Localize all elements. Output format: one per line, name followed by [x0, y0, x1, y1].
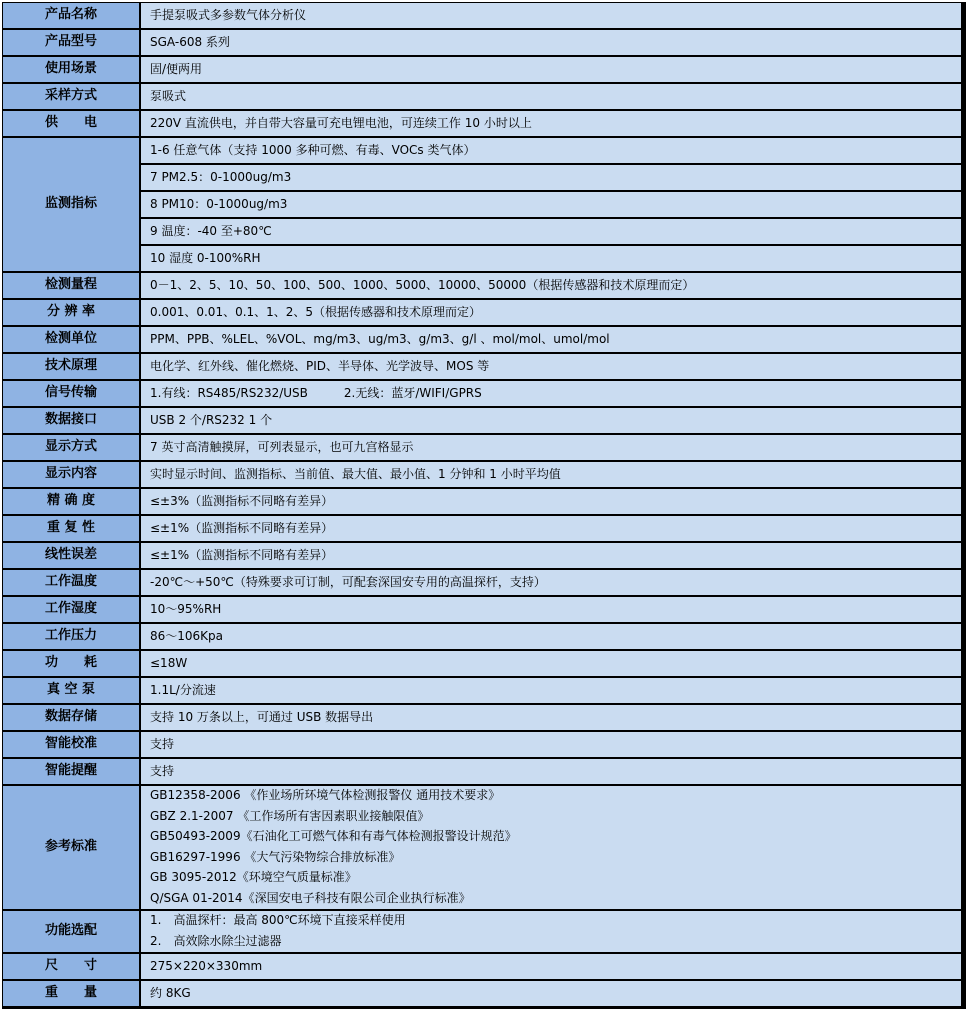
spec-row-label: 数据存储	[3, 705, 141, 730]
spec-row	[3, 651, 961, 678]
spec-row-label: 重 复 性	[3, 516, 141, 541]
spec-row-value	[141, 381, 961, 406]
spec-row-label: 功 耗	[3, 651, 141, 676]
spec-row-value	[141, 327, 961, 352]
spec-value-line: GB12358-2006 《作业场所环境气体检测报警仪 通用技术要求》	[150, 788, 501, 803]
spec-row-label: 供 电	[3, 111, 141, 136]
spec-value-line: 1-6 任意气体（支持 1000 多种可燃、有毒、VOCs 类气体）	[141, 138, 961, 165]
spec-row-label: 使用场景	[3, 57, 141, 82]
spec-row-label: 监测指标	[3, 138, 141, 271]
spec-row-label: 智能提醒	[3, 759, 141, 784]
spec-row	[3, 138, 961, 273]
spec-row-value	[141, 678, 961, 703]
spec-value-line: SGA-608 系列	[150, 34, 230, 49]
spec-row	[3, 732, 961, 759]
spec-row	[3, 543, 961, 570]
spec-row-value	[141, 597, 961, 622]
spec-value-line: 支持 10 万条以上，可通过 USB 数据导出	[150, 709, 374, 724]
spec-row-value	[141, 84, 961, 109]
spec-row	[3, 624, 961, 651]
spec-row	[3, 954, 961, 981]
spec-row-label: 显示内容	[3, 462, 141, 487]
spec-value-line: 275×220×330mm	[150, 958, 263, 973]
spec-row	[3, 705, 961, 732]
spec-value-line: -20℃～+50℃（特殊要求可订制，可配套深国安专用的高温探杆，支持）	[150, 574, 546, 589]
spec-row-label: 检测单位	[3, 327, 141, 352]
spec-row	[3, 435, 961, 462]
spec-row-value	[141, 732, 961, 757]
spec-row-label: 检测量程	[3, 273, 141, 298]
spec-row-label: 工作温度	[3, 570, 141, 595]
spec-value-line: GBZ 2.1-2007 《工作场所有害因素职业接触限值》	[150, 808, 430, 823]
spec-value-line: 8 PM10：0-1000ug/m3	[141, 192, 961, 219]
spec-row-label: 功能选配	[3, 911, 141, 952]
spec-row	[3, 111, 961, 138]
spec-row	[3, 516, 961, 543]
spec-row-value	[141, 435, 961, 460]
spec-row-value	[141, 624, 961, 649]
spec-value-line: 1.有线：RS485/RS232/USB 2.无线：蓝牙/WIFI/GPRS	[150, 385, 482, 400]
spec-row-label: 采样方式	[3, 84, 141, 109]
spec-value-line: ≤±3%（监测指标不同略有差异）	[150, 493, 334, 508]
spec-value-line: 支持	[150, 763, 175, 778]
spec-value-line: 7 PM2.5：0-1000ug/m3	[141, 165, 961, 192]
spec-row-value	[141, 570, 961, 595]
spec-value-line: 电化学、红外线、催化燃烧、PID、半导体、光学波导、MOS 等	[150, 358, 490, 373]
spec-row-value	[141, 705, 961, 730]
spec-row-value	[141, 516, 961, 541]
spec-row-label: 工作湿度	[3, 597, 141, 622]
spec-value-line: 1.1L/分流速	[150, 682, 216, 697]
spec-row-value	[141, 3, 961, 28]
spec-row-label: 产品名称	[3, 3, 141, 28]
spec-row-label: 分 辨 率	[3, 300, 141, 325]
spec-row-label: 工作压力	[3, 624, 141, 649]
spec-row	[3, 273, 961, 300]
spec-value-line: 0.001、0.01、0.1、1、2、5（根据传感器和技术原理而定）	[150, 304, 482, 319]
spec-value-line: GB16297-1996 《大气污染物综合排放标准》	[150, 849, 401, 864]
spec-row	[3, 30, 961, 57]
spec-row	[3, 462, 961, 489]
spec-value-line: ≤18W	[150, 655, 188, 670]
spec-value-line: 86～106Kpa	[150, 628, 224, 643]
spec-row-value	[141, 543, 961, 568]
spec-row-value	[141, 111, 961, 136]
spec-row-value	[141, 954, 961, 979]
spec-value-line: 9 温度：-40 至+80℃	[141, 219, 961, 246]
spec-row-label: 线性误差	[3, 543, 141, 568]
spec-row-value	[141, 354, 961, 379]
spec-row-label: 显示方式	[3, 435, 141, 460]
spec-row	[3, 57, 961, 84]
spec-row-label: 技术原理	[3, 354, 141, 379]
spec-value-line: 实时显示时间、监测指标、当前值、最大值、最小值、1 分钟和 1 小时平均值	[150, 466, 561, 481]
spec-row	[3, 678, 961, 705]
spec-row	[3, 489, 961, 516]
spec-row-label: 精 确 度	[3, 489, 141, 514]
spec-row-value	[141, 651, 961, 676]
spec-row	[3, 381, 961, 408]
spec-row-value	[141, 489, 961, 514]
spec-row-label: 信号传输	[3, 381, 141, 406]
spec-value-line: 10～95%RH	[150, 601, 222, 616]
spec-value-line: 手提泵吸式多参数气体分析仪	[150, 7, 307, 22]
spec-row-label: 真 空 泵	[3, 678, 141, 703]
spec-row-label: 数据接口	[3, 408, 141, 433]
spec-row	[3, 354, 961, 381]
spec-row	[3, 408, 961, 435]
spec-value-line: 1. 高温探杆：最高 800℃环境下直接采样使用	[150, 913, 406, 928]
spec-value-line: ≤±1%（监测指标不同略有差异）	[150, 547, 334, 562]
spec-row	[3, 911, 961, 954]
spec-row-value	[141, 57, 961, 82]
spec-row-value	[141, 408, 961, 433]
spec-value-line: 0－1、2、5、10、50、100、500、1000、5000、10000、50000（根据传感器和技术原理而定）	[150, 277, 695, 292]
spec-value-line: GB50493-2009《石油化工可燃气体和有毒气体检测报警设计规范》	[150, 829, 517, 844]
spec-row-value	[141, 462, 961, 487]
spec-row	[3, 570, 961, 597]
spec-row-label: 智能校准	[3, 732, 141, 757]
spec-value-line: 220V 直流供电，并自带大容量可充电锂电池，可连续工作 10 小时以上	[150, 115, 532, 130]
spec-row	[3, 327, 961, 354]
spec-row	[3, 786, 961, 911]
spec-value-line: 7 英寸高清触摸屏，可列表显示，也可九宫格显示	[150, 439, 414, 454]
spec-row-value	[141, 786, 961, 909]
spec-value-line: 10 湿度 0-100%RH	[150, 250, 261, 265]
spec-row-label: 参考标准	[3, 786, 141, 909]
spec-table	[2, 2, 966, 1009]
spec-row-value	[141, 300, 961, 325]
spec-row	[3, 84, 961, 111]
spec-row-value	[141, 30, 961, 55]
spec-value-line: 约 8KG	[150, 985, 191, 1000]
spec-row	[3, 597, 961, 624]
spec-value-line: 支持	[150, 736, 175, 751]
spec-value-line: GB 3095-2012《环境空气质量标准》	[150, 870, 357, 885]
spec-row	[3, 300, 961, 327]
spec-row	[3, 759, 961, 786]
spec-value-line: Q/SGA 01-2014《深国安电子科技有限公司企业执行标准》	[150, 890, 471, 905]
spec-row-value	[141, 759, 961, 784]
spec-row-value	[141, 981, 961, 1006]
spec-value-line: PPM、PPB、%LEL、%VOL、mg/m3、ug/m3、g/m3、g/l 、mol/mol、umol/mol	[150, 331, 610, 346]
spec-row-value	[141, 911, 961, 952]
spec-row-label: 产品型号	[3, 30, 141, 55]
spec-value-line: 泵吸式	[150, 88, 187, 103]
spec-row	[3, 3, 961, 30]
spec-value-line: ≤±1%（监测指标不同略有差异）	[150, 520, 334, 535]
spec-row-label: 重 量	[3, 981, 141, 1006]
spec-value-line: 固/便两用	[150, 61, 203, 76]
spec-row-label: 尺 寸	[3, 954, 141, 979]
spec-row-value	[141, 273, 961, 298]
spec-value-line: USB 2 个/RS232 1 个	[150, 412, 273, 427]
spec-row	[3, 981, 961, 1006]
spec-value-line: 2. 高效除水除尘过滤器	[150, 933, 282, 948]
spec-row-value	[141, 138, 961, 271]
